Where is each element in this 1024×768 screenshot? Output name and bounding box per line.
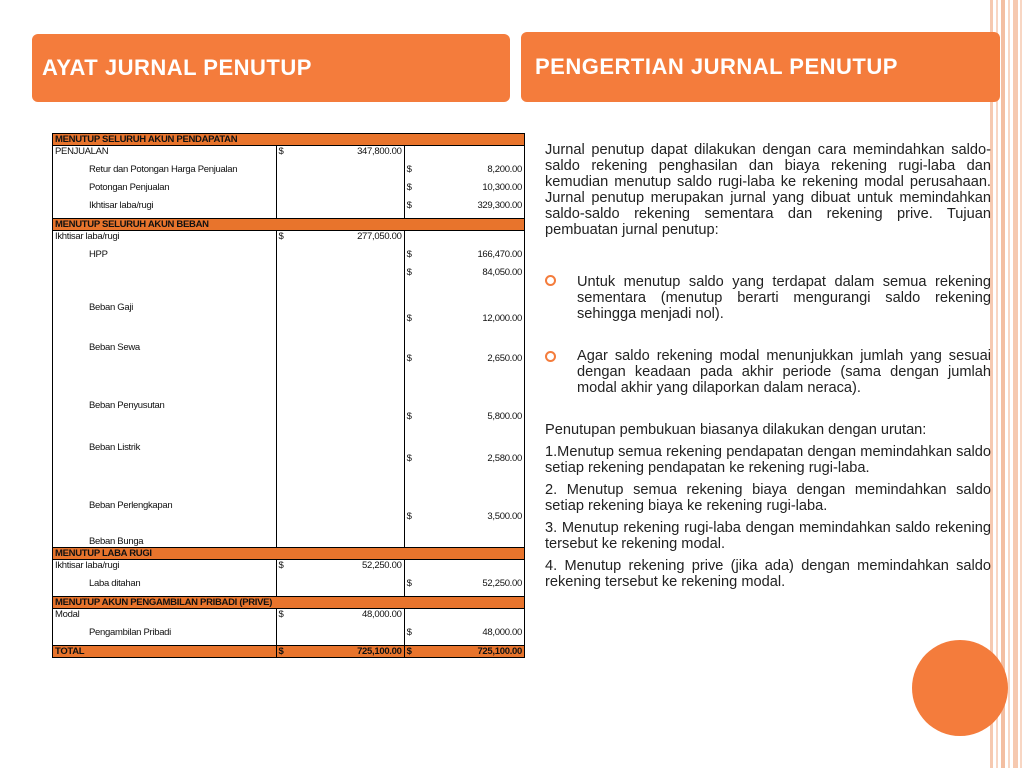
account-name: Pengambilan Pribadi [53,627,277,646]
amount [407,200,522,211]
amount-value: 725,100.00 [357,646,402,657]
currency-sign: $ [406,164,412,175]
bullet-text: Untuk menutup saldo yang terdapat dalam semua rekening sementara (menutup berarti mengurangi saldo rekening sehingga menjadi nol). [577,274,991,322]
amount-value: 52,250.00 [362,560,402,571]
debit-cell [276,627,404,646]
credit-cell [404,249,524,267]
amount-value: 48,000.00 [362,609,402,620]
credit-cell [404,578,524,597]
amount [279,646,402,657]
table-row [53,231,525,250]
amount-value: 2,650.00 [487,353,522,364]
account-name: Ikhtisar laba/rugi [53,231,277,250]
amount-value: 52,250.00 [482,578,522,589]
section-header-row [53,597,525,609]
currency-sign: $ [278,609,284,620]
table-row [53,560,525,579]
section-title: MENUTUP AKUN PENGAMBILAN PRIBADI (PRIVE) [53,597,525,609]
amount [279,146,402,157]
step-3: 3. Menutup rekening rugi-laba dengan memindahkan saldo rekening tersebut ke rekening modal. [545,520,991,552]
table-row [53,453,525,511]
account-name: Potongan Penjualan [53,182,277,200]
debit-cell [276,146,404,165]
amount-value: 329,300.00 [477,200,522,211]
table-row [53,609,525,628]
table-row [53,164,525,182]
debit-cell [276,453,404,511]
currency-sign: $ [278,231,284,242]
bullet-ring-icon [545,272,577,322]
account-name: Ikhtisar laba/rugi [53,200,277,219]
account-name: Beban Listrik [53,411,277,453]
table-row [53,146,525,165]
table-row [53,200,525,219]
account-name: Retur dan Potongan Harga Penjualan [53,164,277,182]
amount [407,267,522,278]
account-name: Ikhtisar laba/rugi [53,560,277,579]
currency-sign: $ [406,267,412,278]
amount [279,231,402,242]
header-journal-entries: AYAT JURNAL PENUTUP [32,34,510,102]
amount-value: 12,000.00 [482,313,522,324]
currency-sign: $ [406,646,412,657]
amount [407,182,522,193]
currency-sign: $ [278,560,284,571]
amount-value: 725,100.00 [477,646,522,657]
currency-sign: $ [406,627,412,638]
account-name: Modal [53,609,277,628]
account-name: Laba ditahan [53,578,277,597]
order-intro: Penutupan pembukuan biasanya dilakukan dengan urutan: [545,422,927,438]
debit-cell [276,164,404,182]
debit-cell [276,609,404,628]
bullet-item [545,348,991,396]
credit-cell [404,609,524,628]
credit-cell [404,453,524,511]
credit-cell [404,313,524,353]
currency-sign: $ [406,182,412,193]
amount [279,609,402,620]
table-row [53,627,525,646]
bullet-text: Agar saldo rekening modal menunjukkan jumlah yang sesuai dengan keadaan pada akhir periode (sama dengan jumlah modal akhir yang dilaporkan dalam neraca). [577,348,991,396]
debit-cell [276,578,404,597]
step-2: 2. Menutup semua rekening biaya dengan memindahkan saldo setiap rekening biaya ke rekening rugi-laba. [545,482,991,514]
credit-cell [404,231,524,250]
account-name: Beban Penyusutan [53,353,277,411]
amount-value: 5,800.00 [487,411,522,422]
amount [407,164,522,175]
credit-cell [404,353,524,411]
amount [407,313,522,324]
debit-cell [276,411,404,453]
debit-cell [276,267,404,313]
account-name: Beban Bunga [53,511,277,548]
debit-cell [276,249,404,267]
account-name: Beban Gaji [53,267,277,313]
amount-value: 84,050.00 [482,267,522,278]
section-title: MENUTUP LABA RUGI [53,548,525,560]
table-row [53,411,525,453]
table-row [53,313,525,353]
section-header-row [53,219,525,231]
currency-sign: $ [406,313,412,324]
amount-value: 8,200.00 [487,164,522,175]
debit-cell [276,182,404,200]
amount [407,578,522,589]
amount [279,560,402,571]
table-row [53,578,525,597]
currency-sign: $ [406,511,412,522]
debit-cell [276,560,404,579]
definition-text [545,140,991,590]
amount-value: 2,580.00 [487,453,522,464]
table-row [53,249,525,267]
amount [407,353,522,364]
amount-value: 347,800.00 [357,146,402,157]
amount [407,627,522,638]
credit-cell [404,511,524,548]
section-title: MENUTUP SELURUH AKUN BEBAN [53,219,525,231]
currency-sign: $ [406,249,412,260]
table-row [53,353,525,411]
bullet-item [545,272,991,322]
currency-sign: $ [406,411,412,422]
amount [407,249,522,260]
intro-paragraph: Jurnal penutup dapat dilakukan dengan cara memindahkan saldo-saldo rekening penghasilan dan biaya rekening rugi-laba dan kemudian menutup saldo rugi-laba ke rekening modal perusahaan. Jurnal penutup merupakan jurnal yang dibuat untuk memindahkan saldo-saldo rekening sementara dan rekening prive. Tujuan pembuatan jurnal penutup: [545,142,991,238]
credit-cell [404,411,524,453]
debit-cell [276,231,404,250]
debit-cell [276,511,404,548]
amount-value: 166,470.00 [477,249,522,260]
debit-cell [276,313,404,353]
section-header-row [53,134,525,146]
currency-sign: $ [406,453,412,464]
credit-cell [404,627,524,646]
total-label: TOTAL [53,646,277,658]
bullet-ring-icon [545,348,577,396]
debit-cell [276,200,404,219]
amount [407,411,522,422]
debit-cell [276,353,404,411]
step-4: 4. Menutup rekening prive (jika ada) dengan memindahkan saldo rekening tersebut ke rekening modal. [545,558,991,590]
decorative-circle [912,640,1008,736]
account-name: PENJUALAN [53,146,277,165]
credit-cell [404,200,524,219]
currency-sign: $ [406,353,412,364]
currency-sign: $ [406,200,412,211]
header-definition: PENGERTIAN JURNAL PENUTUP [521,32,1000,102]
amount [407,511,522,522]
currency-sign: $ [278,646,284,657]
amount [407,646,522,657]
account-name: Beban Sewa [53,313,277,353]
account-name: HPP [53,249,277,267]
total-credit [404,646,524,658]
amount-value: 48,000.00 [482,627,522,638]
section-header-row [53,548,525,560]
account-name: Beban Perlengkapan [53,453,277,511]
credit-cell [404,146,524,165]
currency-sign: $ [406,578,412,589]
section-title: MENUTUP SELURUH AKUN PENDAPATAN [53,134,525,146]
amount-value: 277,050.00 [357,231,402,242]
step-1: 1.Menutup semua rekening pendapatan dengan memindahkan saldo setiap rekening pendapatan ke rekening rugi-laba. [545,444,991,476]
credit-cell [404,267,524,313]
total-debit [276,646,404,658]
credit-cell [404,164,524,182]
closing-journal-table [52,133,525,658]
total-row [53,646,525,658]
amount-value: 10,300.00 [482,182,522,193]
amount-value: 3,500.00 [487,511,522,522]
table-row [53,511,525,548]
credit-cell [404,182,524,200]
credit-cell [404,560,524,579]
table-row [53,267,525,313]
table-row [53,182,525,200]
currency-sign: $ [278,146,284,157]
amount [407,453,522,464]
